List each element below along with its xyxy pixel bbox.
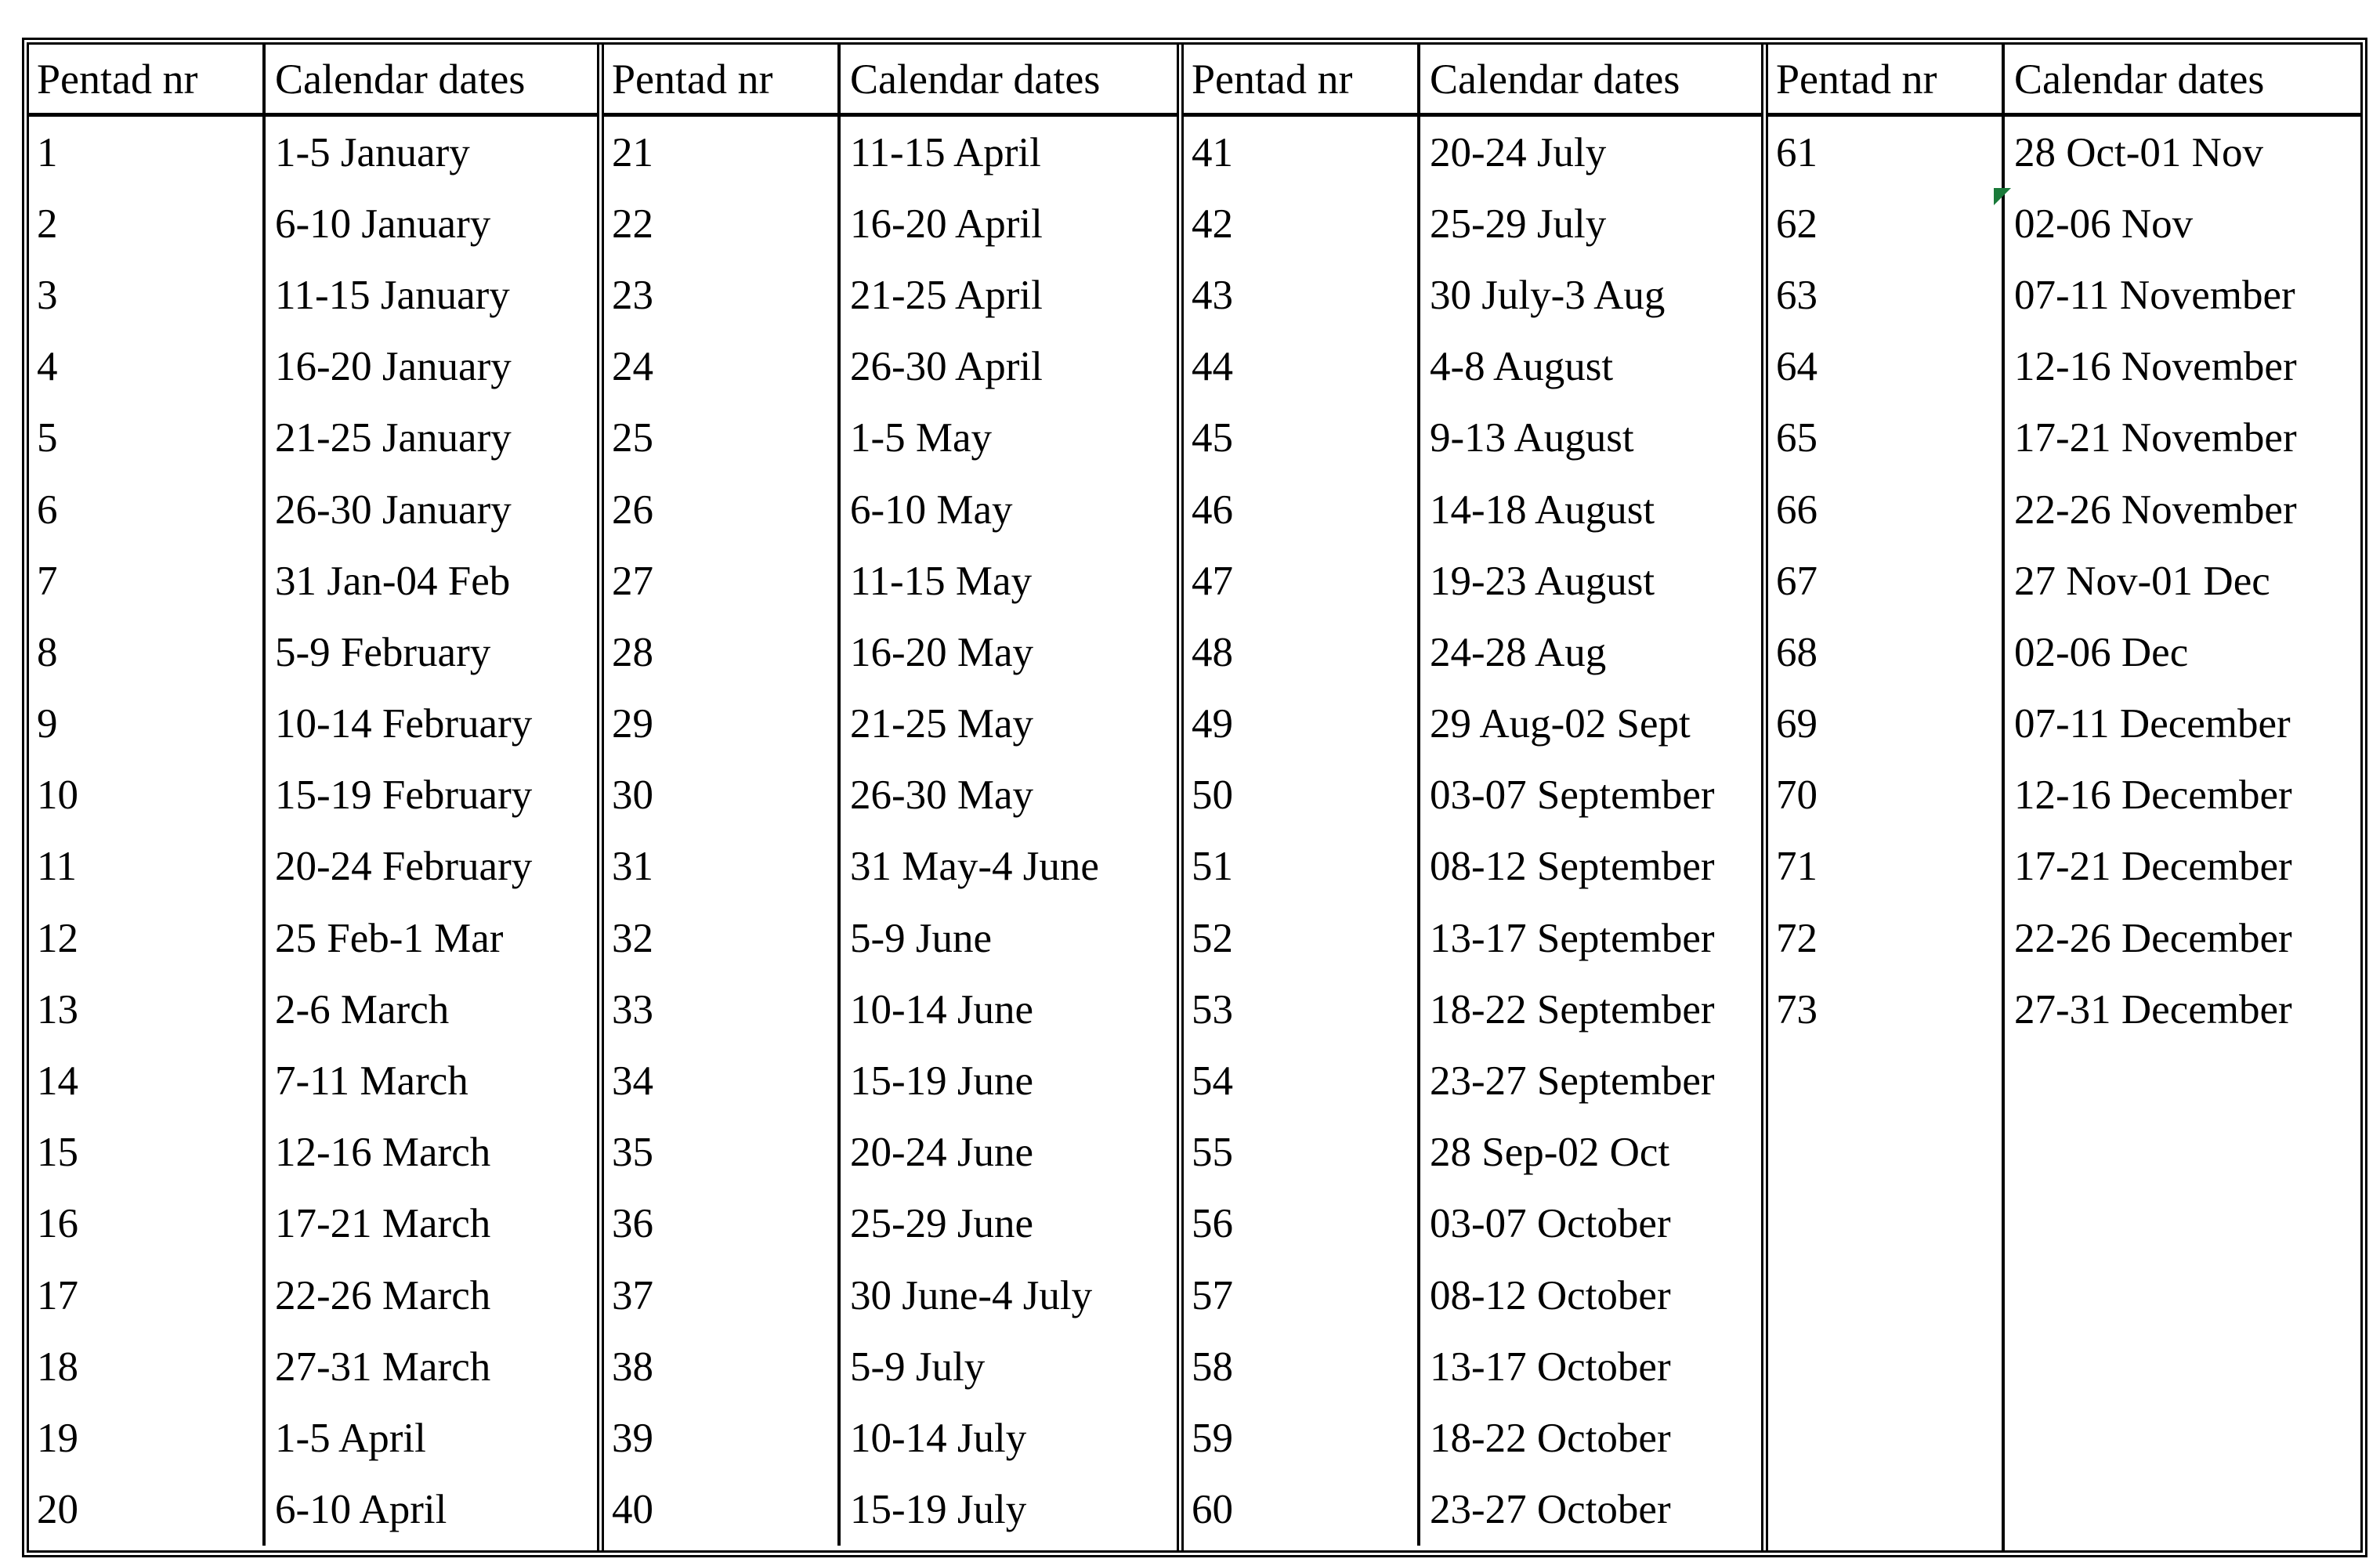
pentad-calendar-table [22,38,2367,1557]
calendar-dates-cell: 17-21 November [2014,415,2297,461]
calendar-dates-cell: 11-15 January [275,272,510,318]
calendar-dates-cell: 9-13 August [1430,415,1634,461]
table-row [604,403,1177,474]
pentad-number-cell: 63 [1768,259,2005,331]
calendar-dates-cell: 21-25 May [850,701,1034,747]
table-row [29,617,597,688]
table-body [1768,117,2360,1550]
calendar-dates-cell: 26-30 May [850,772,1034,819]
calendar-dates-cell: 5-9 February [275,629,491,675]
table-row [29,331,597,403]
calendar-dates-cell: 18-22 September [1430,986,1715,1033]
header-calendar-dates: Calendar dates [2014,55,2265,103]
table-row [604,1117,1177,1188]
calendar-dates-cell: 03-07 September [1430,772,1715,819]
calendar-dates-cell: 07-11 November [2014,272,2295,318]
table-row [29,1331,597,1402]
table-row [1184,1402,1761,1474]
calendar-dates-cell: 2-6 March [275,986,450,1033]
pentad-number-cell: 25 [604,403,841,474]
calendar-dates-cell: 27 Nov-01 Dec [2014,558,2270,604]
pentad-number-cell: 28 [604,617,841,688]
calendar-dates-cell: 1-5 May [850,415,993,461]
pentad-number-cell: 9 [29,689,266,760]
table-row [604,1188,1177,1260]
calendar-dates-cell: 21-25 January [275,415,512,461]
calendar-dates-cell: 17-21 March [275,1201,491,1247]
pentad-number-cell: 55 [1184,1117,1420,1188]
calendar-dates-cell: 26-30 January [275,486,512,533]
calendar-dates-cell: 29 Aug-02 Sept [1430,701,1691,747]
pentad-number-cell: 31 [604,831,841,902]
table-row [604,902,1177,974]
pentad-number-cell: 26 [604,474,841,545]
calendar-dates-cell: 18-22 October [1430,1415,1671,1461]
table-row [1184,1117,1761,1188]
calendar-dates-cell: 28 Oct-01 Nov [2014,129,2263,175]
calendar-dates-cell: 4-8 August [1430,344,1614,390]
table-row [1184,1188,1761,1260]
table-row [1768,188,2360,259]
pentad-number-cell: 51 [1184,831,1420,902]
header-row [1768,45,2360,117]
table-row [29,259,597,331]
table-row [604,188,1177,259]
calendar-dates-cell: 16-20 May [850,629,1034,675]
pentad-number-cell: 53 [1184,974,1420,1045]
pentad-number-cell: 68 [1768,617,2005,688]
pentad-number-cell: 57 [1184,1260,1420,1331]
calendar-dates-cell: 1-5 January [275,129,470,175]
table-row [29,1045,597,1116]
header-pentad-nr: Pentad nr [1184,45,1420,113]
table-row [29,474,597,545]
pentad-number-cell: 30 [604,760,841,831]
table-row [604,689,1177,760]
pentad-number-cell: 19 [29,1402,266,1474]
calendar-dates-cell: 30 June-4 July [850,1272,1093,1318]
table-row [604,1260,1177,1331]
pentad-number-cell: 45 [1184,403,1420,474]
calendar-dates-cell: 30 July-3 Aug [1430,272,1666,318]
table-row [1184,831,1761,902]
pentad-number-cell: 32 [604,902,841,974]
calendar-dates-cell: 21-25 April [850,272,1043,318]
header-row [604,45,1177,117]
calendar-dates-cell: 1-5 April [275,1415,426,1461]
pentad-number-cell: 34 [604,1045,841,1116]
cell-comment-marker [1994,188,2011,205]
calendar-dates-cell: 03-07 October [1430,1201,1671,1247]
pentad-number-cell: 36 [604,1188,841,1260]
pentad-number-cell: 3 [29,259,266,331]
table-block-4 [1768,45,2360,1550]
calendar-dates-cell: 23-27 September [1430,1058,1715,1105]
table-row [1768,617,2360,688]
table-row [1184,1474,1761,1546]
pentad-number-cell: 38 [604,1331,841,1402]
empty-dates-cell [2005,1045,2360,1550]
calendar-dates-cell: 02-06 Dec [2014,629,2189,675]
pentad-number-cell: 1 [29,117,266,188]
calendar-dates-cell: 6-10 May [850,486,1013,533]
table-row [604,831,1177,902]
header-pentad-nr: Pentad nr [29,45,266,113]
pentad-number-cell: 15 [29,1117,266,1188]
calendar-dates-cell: 19-23 August [1430,558,1655,604]
empty-number-cell [1768,1045,2005,1550]
table-row [29,760,597,831]
pentad-number-cell: 47 [1184,545,1420,617]
pentad-number-cell: 44 [1184,331,1420,403]
table-row [604,974,1177,1045]
pentad-number-cell: 52 [1184,902,1420,974]
pentad-number-cell: 14 [29,1045,266,1116]
table-row [1184,974,1761,1045]
table-row [1184,545,1761,617]
pentad-number-cell: 22 [604,188,841,259]
table-row [1184,403,1761,474]
table-row [1184,1260,1761,1331]
pentad-number-cell: 2 [29,188,266,259]
pentad-number-cell: 54 [1184,1045,1420,1116]
pentad-number-cell: 48 [1184,617,1420,688]
calendar-dates-cell: 7-11 March [275,1058,468,1105]
table-row [1184,760,1761,831]
calendar-dates-cell: 10-14 June [850,986,1034,1033]
pentad-number-cell: 58 [1184,1331,1420,1402]
pentad-number-cell: 7 [29,545,266,617]
table-row [29,117,597,188]
table-row [1184,117,1761,188]
table-row [1768,331,2360,403]
pentad-number-cell: 8 [29,617,266,688]
table-row [604,259,1177,331]
table-block-1 [29,45,604,1550]
table-row [1184,902,1761,974]
calendar-dates-cell: 24-28 Aug [1430,629,1607,675]
calendar-dates-cell: 22-26 December [2014,915,2292,961]
table-row [29,188,597,259]
calendar-dates-cell: 6-10 January [275,201,491,247]
table-row [29,545,597,617]
table-body [1184,117,1761,1550]
table-row [1768,474,2360,545]
calendar-dates-cell: 12-16 December [2014,772,2292,819]
table-row [1768,974,2360,1045]
pentad-number-cell: 59 [1184,1402,1420,1474]
calendar-dates-cell: 26-30 April [850,344,1043,390]
pentad-number-cell: 67 [1768,545,2005,617]
table-row [29,831,597,902]
table-body [29,117,597,1550]
calendar-dates-cell: 20-24 July [1430,129,1607,175]
table-row [604,760,1177,831]
pentad-number-cell: 72 [1768,902,2005,974]
table-row [1768,403,2360,474]
calendar-dates-cell: 25-29 June [850,1201,1034,1247]
calendar-dates-cell: 27-31 December [2014,986,2292,1033]
pentad-number-cell: 10 [29,760,266,831]
table-row [29,1402,597,1474]
pentad-number-cell: 17 [29,1260,266,1331]
table-row [29,689,597,760]
empty-table-area [1768,1045,2360,1550]
calendar-dates-cell: 07-11 December [2014,701,2291,747]
calendar-dates-cell: 23-27 October [1430,1487,1671,1533]
pentad-number-cell: 39 [604,1402,841,1474]
pentad-number-cell: 71 [1768,831,2005,902]
table-row [1184,259,1761,331]
calendar-dates-cell: 22-26 March [275,1272,491,1318]
table-row [1184,1331,1761,1402]
pentad-number-cell: 11 [29,831,266,902]
table-row [1768,689,2360,760]
calendar-dates-cell: 13-17 October [1430,1344,1671,1390]
table-row [29,902,597,974]
calendar-dates-cell: 08-12 October [1430,1272,1671,1318]
table-row [604,474,1177,545]
pentad-number-cell: 4 [29,331,266,403]
calendar-dates-cell: 20-24 February [275,844,533,890]
pentad-number-cell: 62 [1768,188,2005,259]
table-row [604,1474,1177,1546]
calendar-dates-cell: 31 Jan-04 Feb [275,558,511,604]
table-row [1184,331,1761,403]
table-row [604,1045,1177,1116]
pentad-number-cell: 16 [29,1188,266,1260]
pentad-number-cell: 29 [604,689,841,760]
calendar-dates-cell: 11-15 April [850,129,1041,175]
table-row [1768,760,2360,831]
pentad-number-cell: 50 [1184,760,1420,831]
calendar-dates-cell: 15-19 July [850,1487,1027,1533]
header-calendar-dates: Calendar dates [850,55,1101,103]
table-row [29,974,597,1045]
calendar-dates-cell: 12-16 March [275,1130,491,1176]
pentad-number-cell: 23 [604,259,841,331]
table-row [29,1117,597,1188]
pentad-number-cell: 20 [29,1474,266,1546]
calendar-dates-cell: 27-31 March [275,1344,491,1390]
pentad-number-cell: 24 [604,331,841,403]
calendar-dates-cell: 08-12 September [1430,844,1715,890]
table-row [1768,831,2360,902]
table-block-2 [604,45,1184,1550]
pentad-number-cell: 64 [1768,331,2005,403]
table-row [604,617,1177,688]
table-block-3 [1184,45,1768,1550]
pentad-number-cell: 66 [1768,474,2005,545]
table-row [29,403,597,474]
calendar-dates-cell: 6-10 April [275,1487,447,1533]
calendar-dates-cell: 12-16 November [2014,344,2297,390]
pentad-number-cell: 6 [29,474,266,545]
table-row [604,117,1177,188]
calendar-dates-cell: 5-9 July [850,1344,986,1390]
pentad-number-cell: 73 [1768,974,2005,1045]
calendar-dates-cell: 28 Sep-02 Oct [1430,1130,1670,1176]
table-row [1184,188,1761,259]
header-pentad-nr: Pentad nr [604,45,841,113]
table-row [1184,689,1761,760]
pentad-number-cell: 42 [1184,188,1420,259]
table-row [1184,617,1761,688]
pentad-number-cell: 70 [1768,760,2005,831]
table-row [1184,1045,1761,1116]
calendar-dates-cell: 16-20 April [850,201,1043,247]
pentad-number-cell: 46 [1184,474,1420,545]
calendar-dates-cell: 13-17 September [1430,915,1715,961]
calendar-dates-cell: 17-21 December [2014,844,2292,890]
pentad-number-cell: 60 [1184,1474,1420,1546]
table-row [29,1260,597,1331]
calendar-dates-cell: 10-14 February [275,701,533,747]
table-row [604,331,1177,403]
header-row [1184,45,1761,117]
pentad-number-cell: 49 [1184,689,1420,760]
table-row [1184,474,1761,545]
table-row [604,1402,1177,1474]
calendar-dates-cell: 14-18 August [1430,486,1655,533]
table-row [604,1331,1177,1402]
table-row [1768,259,2360,331]
calendar-dates-cell: 5-9 June [850,915,993,961]
calendar-dates-cell: 11-15 May [850,558,1033,604]
pentad-number-cell: 33 [604,974,841,1045]
pentad-number-cell: 43 [1184,259,1420,331]
table-row [1768,545,2360,617]
calendar-dates-cell: 22-26 November [2014,486,2297,533]
calendar-dates-cell: 25-29 July [1430,201,1607,247]
header-calendar-dates: Calendar dates [1430,55,1680,103]
header-calendar-dates: Calendar dates [275,55,526,103]
header-pentad-nr: Pentad nr [1768,45,2005,113]
pentad-number-cell: 69 [1768,689,2005,760]
calendar-dates-cell: 02-06 Nov [2014,201,2194,247]
table-row [604,545,1177,617]
pentad-number-cell: 65 [1768,403,2005,474]
calendar-dates-cell: 25 Feb-1 Mar [275,915,504,961]
table-row [29,1188,597,1260]
calendar-dates-cell: 31 May-4 June [850,844,1099,890]
pentad-number-cell: 61 [1768,117,2005,188]
pentad-number-cell: 41 [1184,117,1420,188]
pentad-number-cell: 40 [604,1474,841,1546]
calendar-dates-cell: 16-20 January [275,344,512,390]
calendar-dates-cell: 20-24 June [850,1130,1034,1176]
pentad-number-cell: 5 [29,403,266,474]
table-row [1768,117,2360,188]
pentad-number-cell: 27 [604,545,841,617]
pentad-number-cell: 35 [604,1117,841,1188]
calendar-dates-cell: 15-19 June [850,1058,1034,1105]
pentad-number-cell: 13 [29,974,266,1045]
calendar-dates-cell: 10-14 July [850,1415,1027,1461]
table-row [29,1474,597,1546]
calendar-dates-cell: 15-19 February [275,772,533,819]
pentad-number-cell: 18 [29,1331,266,1402]
pentad-number-cell: 21 [604,117,841,188]
table-row [1768,902,2360,974]
pentad-number-cell: 37 [604,1260,841,1331]
pentad-number-cell: 12 [29,902,266,974]
pentad-number-cell: 56 [1184,1188,1420,1260]
table-body [604,117,1177,1550]
header-row [29,45,597,117]
